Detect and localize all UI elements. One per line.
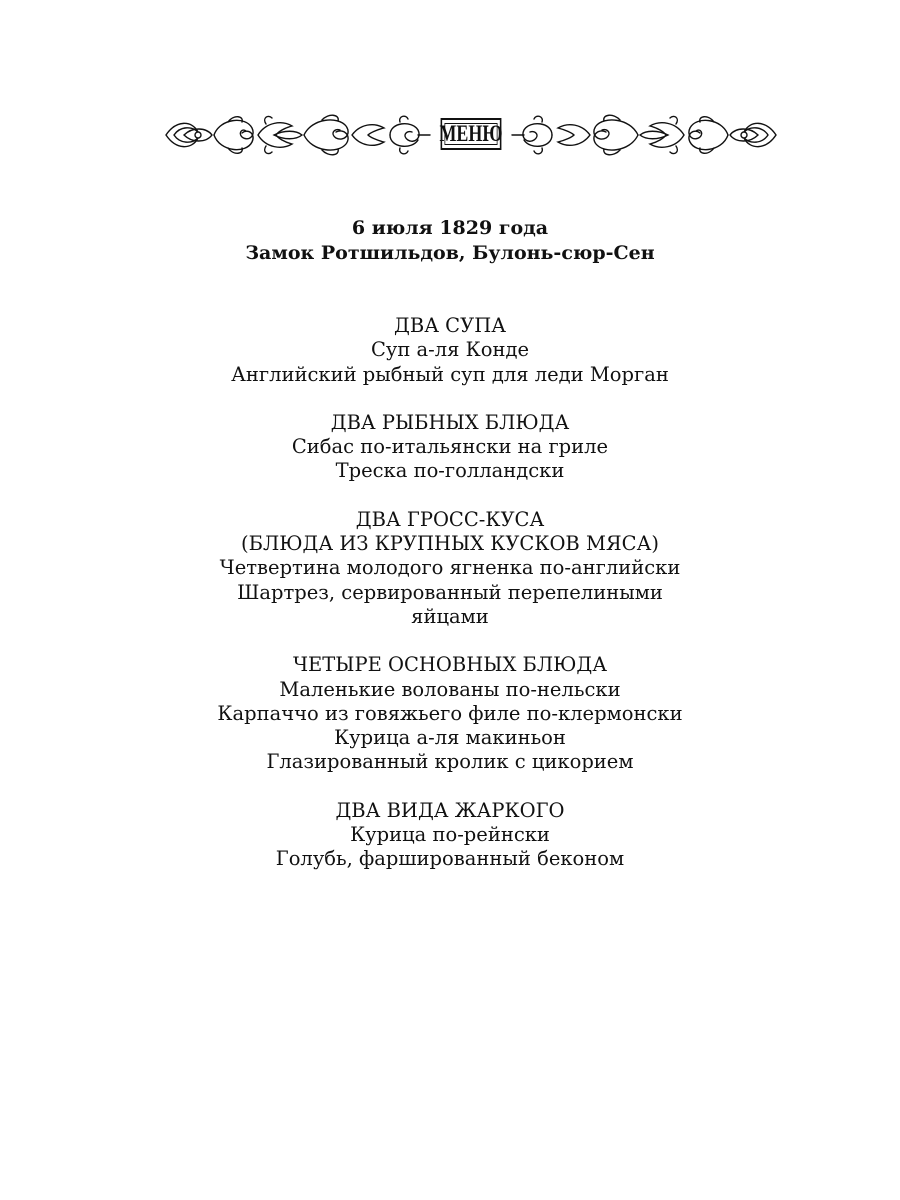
menu-item: Шартрез, сервированный перепелиными xyxy=(237,580,663,604)
menu-item: Курица по-рейнски xyxy=(350,823,550,847)
menu-section-roasts xyxy=(0,799,900,872)
menu-item: Суп а-ля Конде xyxy=(370,338,530,362)
event-header xyxy=(0,216,900,266)
menu-item: Карпаччо из говяжьего филе по-клермонски xyxy=(217,701,683,725)
menu-item: Сибас по-итальянски на гриле xyxy=(291,435,609,459)
section-heading: ДВА СУПА xyxy=(394,314,506,337)
menu-section-gross-kus xyxy=(0,508,900,629)
menu-banner xyxy=(162,112,780,158)
menu-title: МЕНЮ xyxy=(441,118,502,150)
section-heading: ДВА ВИДА ЖАРКОГО xyxy=(335,798,565,822)
menu-section-soups xyxy=(0,314,900,387)
menu-item: Голубь, фаршированный беконом xyxy=(275,847,625,871)
menu-item: Курица а-ля макиньон xyxy=(334,726,566,750)
event-place: Замок Ротшильдов, Булонь-сюр-Сен xyxy=(245,242,655,264)
section-heading: ДВА ГРОСС-КУСА xyxy=(355,507,545,531)
event-date: 6 июля 1829 года xyxy=(351,217,549,239)
menu-item: Глазированный кролик с цикорием xyxy=(266,750,634,774)
section-heading: ЧЕТЫРЕ ОСНОВНЫХ БЛЮДА xyxy=(292,653,608,677)
menu-section-fish xyxy=(0,411,900,484)
menu-item: Треска по-голландски xyxy=(335,459,565,483)
menu-section-main-dishes xyxy=(0,653,900,774)
menu-item: Английский рыбный суп для леди Морган xyxy=(231,362,669,386)
section-heading-subtitle: (БЛЮДА ИЗ КРУПНЫХ КУСКОВ МЯСА) xyxy=(241,532,659,556)
menu-item: Четвертина молодого ягненка по-английски xyxy=(219,556,681,580)
menu-list xyxy=(0,314,900,896)
menu-item-continuation: яйцами xyxy=(411,604,489,628)
section-heading: ДВА РЫБНЫХ БЛЮДА xyxy=(330,410,570,434)
menu-item: Маленькие волованы по-нельски xyxy=(279,677,621,701)
